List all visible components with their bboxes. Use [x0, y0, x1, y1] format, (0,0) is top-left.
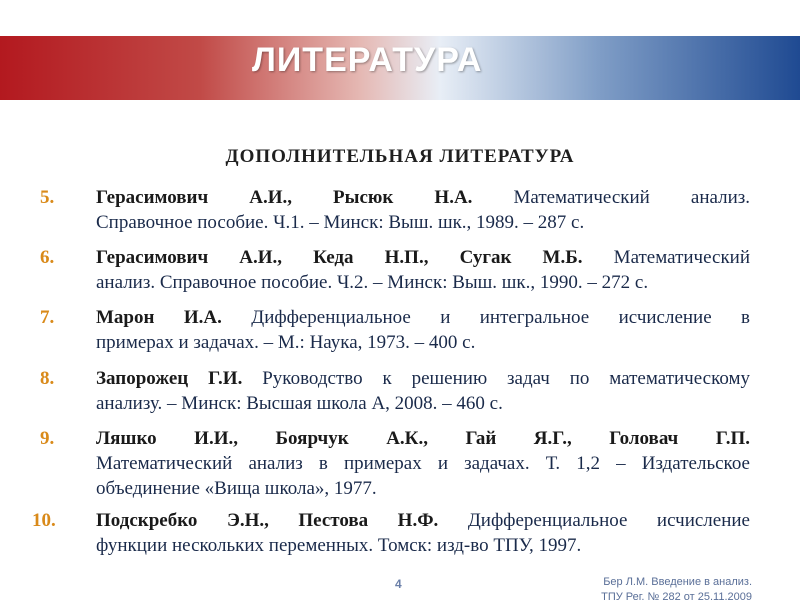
page-title: ЛИТЕРАТУРА: [252, 41, 483, 79]
reference-title: Математический анализ.: [513, 187, 750, 208]
reference-title: Дифференциальное исчисление: [467, 510, 750, 531]
reference-authors: Ляшко И.И., Боярчук А.К., Гай Я.Г., Головач Г.П.: [96, 428, 750, 449]
section-heading: ДОПОЛНИТЕЛЬНАЯ ЛИТЕРАТУРА: [225, 146, 575, 167]
reference-authors: Герасимович А.И., Рысюк Н.А.: [96, 187, 473, 208]
reference-line: [96, 508, 750, 533]
reference-line: [96, 366, 750, 391]
reference-line: [96, 305, 750, 330]
reference-text: [96, 245, 750, 295]
reference-line: Справочное пособие. Ч.1. – Минск: Выш. шк., 1989. – 287 с.: [96, 212, 585, 233]
reference-number: 6.: [40, 247, 55, 268]
reference-text: [96, 305, 750, 355]
reference-number: 9.: [40, 428, 55, 449]
reference-line: [96, 426, 750, 451]
reference-line: [96, 185, 750, 210]
reference-line: объединение «Вища школа», 1977.: [96, 478, 377, 499]
reference-authors: Марон И.А.: [96, 307, 222, 328]
page-number: 4: [395, 577, 402, 591]
reference-title: Математический: [613, 247, 751, 268]
reference-text: [96, 426, 750, 501]
reference-line: [96, 245, 750, 270]
reference-line: анализ. Справочное пособие. Ч.2. – Минск: Выш. шк., 1990. – 272 с.: [96, 272, 649, 293]
reference-title: Руководство к решению задач по математическому: [262, 368, 750, 389]
reference-line: функции нескольких переменных. Томск: изд-во ТПУ, 1997.: [96, 535, 582, 556]
reference-authors: Запорожец Г.И.: [96, 368, 243, 389]
reference-text: [96, 508, 750, 558]
reference-number: 7.: [40, 307, 55, 328]
reference-authors: Подскребко Э.Н., Пестова Н.Ф.: [96, 510, 439, 531]
reference-number: 10.: [32, 510, 56, 531]
reference-title: Дифференциальное и интегральное исчисление в: [251, 307, 751, 328]
reference-text: [96, 185, 750, 235]
reference-number: 8.: [40, 368, 55, 389]
reference-line: Математический анализ в примерах и задачах. Т. 1,2 – Издательское: [96, 453, 750, 474]
reference-line: анализу. – Минск: Высшая школа А, 2008. – 460 с.: [96, 393, 503, 414]
footer-source-line: ТПУ Рег. № 282 от 25.11.2009: [601, 591, 752, 603]
footer-source-line: Бер Л.М. Введение в анализ.: [603, 576, 752, 588]
footer-source: [566, 575, 752, 605]
reference-line: примерах и задачах. – М.: Наука, 1973. – 400 с.: [96, 332, 476, 353]
reference-number: 5.: [40, 187, 55, 208]
reference-authors: Герасимович А.И., Кеда Н.П., Сугак М.Б.: [96, 247, 583, 268]
reference-text: [96, 366, 750, 416]
